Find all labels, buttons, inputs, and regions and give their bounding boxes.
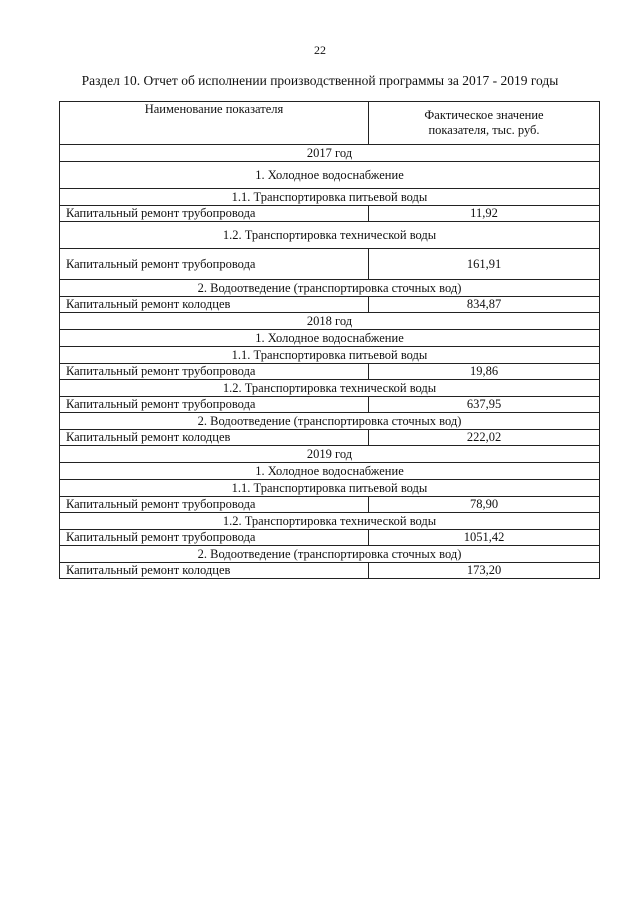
group-row bbox=[60, 463, 600, 480]
sewerage-heading: 2. Водоотведение (транспортировка сточных вод) bbox=[60, 546, 600, 563]
year-label: 2017 год bbox=[60, 145, 600, 162]
indicator-value: 11,92 bbox=[369, 206, 600, 222]
year-row bbox=[60, 446, 600, 463]
table-row bbox=[60, 297, 600, 313]
water-supply-heading: 1. Холодное водоснабжение bbox=[60, 330, 600, 347]
indicator-name: Капитальный ремонт колодцев bbox=[60, 563, 369, 579]
subgroup-row bbox=[60, 513, 600, 530]
year-row bbox=[60, 145, 600, 162]
header-value-line2: показателя, тыс. руб. bbox=[428, 123, 540, 137]
water-supply-heading: 1. Холодное водоснабжение bbox=[60, 162, 600, 189]
subgroup-row bbox=[60, 347, 600, 364]
subgroup-row bbox=[60, 222, 600, 249]
subgroup-row bbox=[60, 189, 600, 206]
indicator-name: Капитальный ремонт трубопровода bbox=[60, 249, 369, 280]
indicator-value: 834,87 bbox=[369, 297, 600, 313]
indicator-value: 222,02 bbox=[369, 430, 600, 446]
table-header-row bbox=[60, 102, 600, 145]
indicator-value: 78,90 bbox=[369, 497, 600, 513]
indicator-name: Капитальный ремонт колодцев bbox=[60, 297, 369, 313]
indicator-name: Капитальный ремонт трубопровода bbox=[60, 397, 369, 413]
performance-report-table bbox=[59, 101, 600, 579]
year-label: 2018 год bbox=[60, 313, 600, 330]
indicator-value: 161,91 bbox=[369, 249, 600, 280]
indicator-value: 173,20 bbox=[369, 563, 600, 579]
table-row bbox=[60, 430, 600, 446]
indicator-value: 1051,42 bbox=[369, 530, 600, 546]
table-row bbox=[60, 530, 600, 546]
indicator-name: Капитальный ремонт трубопровода bbox=[60, 530, 369, 546]
table-row bbox=[60, 206, 600, 222]
sewerage-heading: 2. Водоотведение (транспортировка сточных вод) bbox=[60, 413, 600, 430]
technical-water-heading: 1.2. Транспортировка технической воды bbox=[60, 513, 600, 530]
table-row bbox=[60, 249, 600, 280]
table-row bbox=[60, 497, 600, 513]
year-label: 2019 год bbox=[60, 446, 600, 463]
page-number: 22 bbox=[314, 43, 326, 57]
group-row bbox=[60, 546, 600, 563]
group-row bbox=[60, 413, 600, 430]
indicator-value: 637,95 bbox=[369, 397, 600, 413]
table-row bbox=[60, 563, 600, 579]
indicator-name: Капитальный ремонт колодцев bbox=[60, 430, 369, 446]
header-value-line1: Фактическое значение bbox=[424, 108, 544, 122]
indicator-name: Капитальный ремонт трубопровода bbox=[60, 364, 369, 380]
technical-water-heading: 1.2. Транспортировка технической воды bbox=[60, 380, 600, 397]
indicator-value: 19,86 bbox=[369, 364, 600, 380]
subgroup-row bbox=[60, 380, 600, 397]
sewerage-heading: 2. Водоотведение (транспортировка сточных вод) bbox=[60, 280, 600, 297]
group-row bbox=[60, 330, 600, 347]
year-row bbox=[60, 313, 600, 330]
water-supply-heading: 1. Холодное водоснабжение bbox=[60, 463, 600, 480]
technical-water-heading: 1.2. Транспортировка технической воды bbox=[60, 222, 600, 249]
table-row bbox=[60, 364, 600, 380]
header-actual-value bbox=[369, 102, 600, 145]
drinking-water-heading: 1.1. Транспортировка питьевой воды bbox=[60, 480, 600, 497]
indicator-name: Капитальный ремонт трубопровода bbox=[60, 206, 369, 222]
table-row bbox=[60, 397, 600, 413]
group-row bbox=[60, 280, 600, 297]
header-indicator-name: Наименование показателя bbox=[60, 102, 369, 145]
section-title: Раздел 10. Отчет об исполнении производственной программы за 2017 - 2019 годы bbox=[81, 73, 559, 88]
group-row bbox=[60, 162, 600, 189]
subgroup-row bbox=[60, 480, 600, 497]
drinking-water-heading: 1.1. Транспортировка питьевой воды bbox=[60, 189, 600, 206]
drinking-water-heading: 1.1. Транспортировка питьевой воды bbox=[60, 347, 600, 364]
indicator-name: Капитальный ремонт трубопровода bbox=[60, 497, 369, 513]
